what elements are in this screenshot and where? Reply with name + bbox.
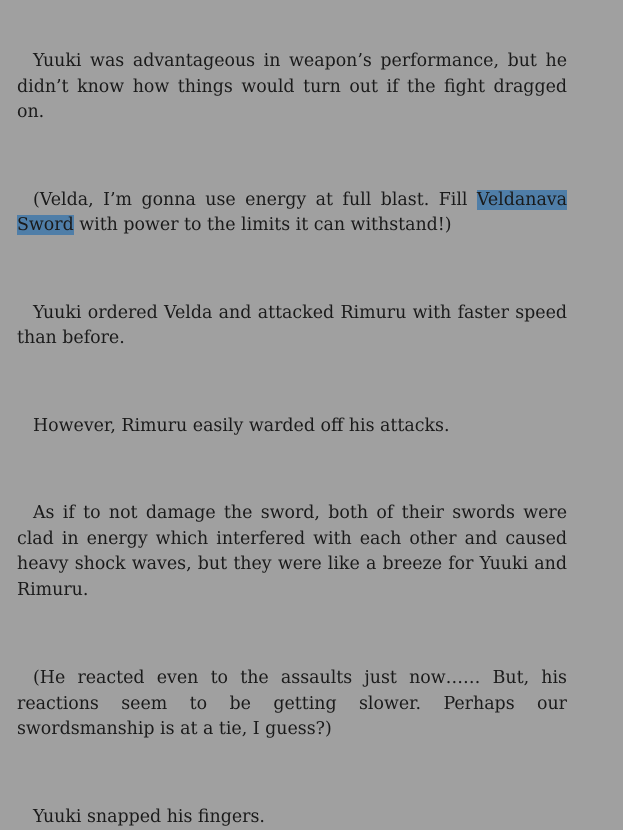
paragraph-text: with power to the limits it can withstand!) xyxy=(74,215,452,235)
paragraph xyxy=(17,188,567,239)
paragraph: (He reacted even to the assaults just now…… But, his reactions seem to be getting slower. Perhaps our swordsmanship is at a tie, I guess?) xyxy=(17,666,567,743)
paragraph: Yuuki ordered Velda and attacked Rimuru with faster speed than before. xyxy=(17,301,567,352)
paragraph-text: (Velda, I’m gonna use energy at full blast. Fill xyxy=(33,190,477,210)
paragraph: However, Rimuru easily warded off his attacks. xyxy=(17,414,567,440)
document-page xyxy=(17,49,567,830)
paragraph: Yuuki was advantageous in weapon’s performance, but he didn’t know how things would turn out if the fight dragged on. xyxy=(17,49,567,126)
paragraph: As if to not damage the sword, both of their swords were clad in energy which interfered with each other and caused heavy shock waves, but they were like a breeze for Yuuki and Rimuru. xyxy=(17,501,567,603)
paragraph: Yuuki snapped his fingers. xyxy=(17,805,567,830)
selected-text-highlight[interactable]: Veldanava Sword xyxy=(17,190,567,236)
